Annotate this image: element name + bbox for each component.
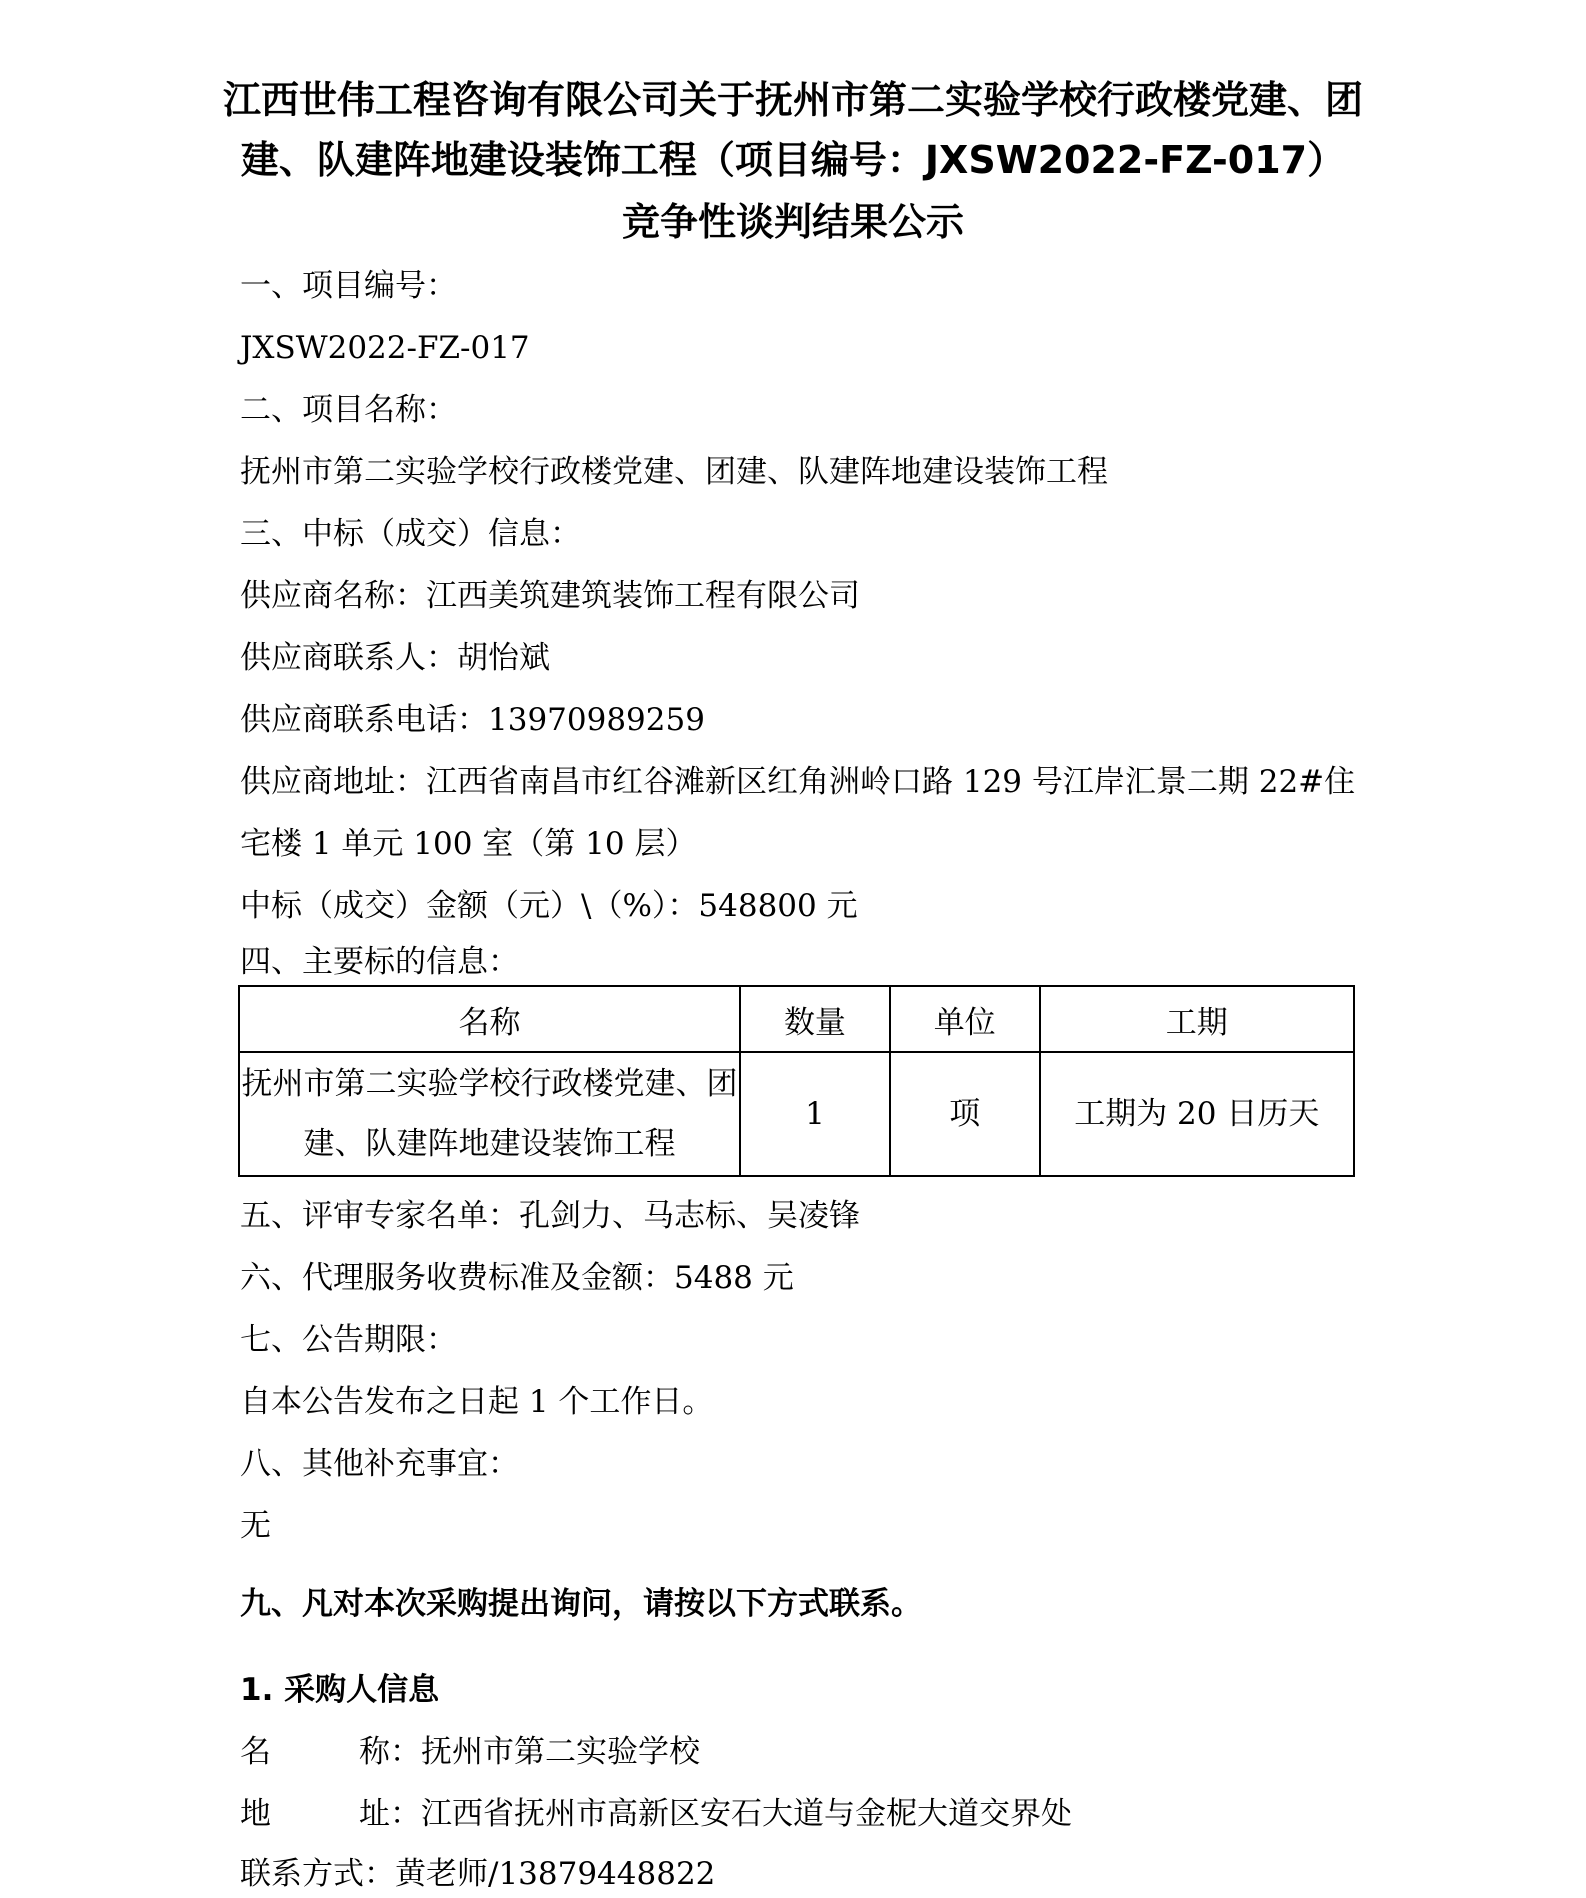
section-5-experts: 五、评审专家名单：孔剑力、马志标、吴凌锋: [240, 1198, 860, 1234]
section-3-heading: 三、中标（成交）信息：: [240, 516, 581, 552]
table-row: [239, 1052, 1354, 1176]
award-amount: 中标（成交）金额（元）\（%）：548800 元: [240, 888, 858, 924]
supplier-contact: 供应商联系人：胡怡斌: [240, 640, 550, 676]
section-1-heading: 一、项目编号：: [240, 268, 457, 304]
purchaser-contact: 联系方式：黄老师/13879448822: [240, 1856, 716, 1892]
purchaser-name-row: [240, 1732, 700, 1772]
section-8-heading: 八、其他补充事宜：: [240, 1446, 519, 1482]
section-7-heading: 七、公告期限：: [240, 1322, 457, 1358]
other-matters-value: 无: [240, 1508, 271, 1544]
table-header-quantity: 数量: [740, 986, 890, 1052]
title-line-1: 江西世伟工程咨询有限公司关于抚州市第二实验学校行政楼党建、团: [222, 78, 1363, 122]
section-2-heading: 二、项目名称：: [240, 392, 457, 428]
table-header-unit: 单位: [890, 986, 1040, 1052]
title-line-3: 竞争性谈判结果公示: [621, 200, 964, 244]
supplier-address-line-1: 供应商地址：江西省南昌市红谷滩新区红角洲岭口路 129 号江岸汇景二期 22#住: [240, 764, 1356, 800]
purchaser-address-value: ：江西省抚州市高新区安石大道与金柅大道交界处: [390, 1796, 1072, 1832]
section-4-heading: 四、主要标的信息：: [240, 944, 519, 980]
purchaser-address-label: 地 址: [240, 1796, 390, 1832]
announcement-period: 自本公告发布之日起 1 个工作日。: [240, 1384, 714, 1420]
supplier-phone: 供应商联系电话：13970989259: [240, 702, 705, 738]
table-cell-name: [239, 1052, 740, 1176]
table-cell-name-line-1: 抚州市第二实验学校行政楼党建、团: [241, 1066, 738, 1102]
table-cell-period: 工期为 20 日历天: [1040, 1052, 1354, 1176]
subject-info-table: [238, 985, 1355, 1177]
supplier-address-line-2: 宅楼 1 单元 100 室（第 10 层）: [240, 826, 697, 862]
table-cell-name-line-2: 建、队建阵地建设装饰工程: [303, 1126, 676, 1162]
table-header-name: 名称: [239, 986, 740, 1052]
table-cell-unit: 项: [890, 1052, 1040, 1176]
project-number: JXSW2022-FZ-017: [240, 330, 530, 366]
supplier-name: 供应商名称：江西美筑建筑装饰工程有限公司: [240, 578, 860, 614]
project-name: 抚州市第二实验学校行政楼党建、团建、队建阵地建设装饰工程: [240, 454, 1108, 490]
purchaser-name-value: ：抚州市第二实验学校: [390, 1734, 700, 1770]
purchaser-address-row: [240, 1794, 1072, 1834]
table-header-period: 工期: [1040, 986, 1354, 1052]
table-header-row: [239, 986, 1354, 1052]
section-9-heading: 九、凡对本次采购提出询问，请按以下方式联系。: [240, 1586, 922, 1622]
title-line-2: 建、队建阵地建设装饰工程（项目编号：JXSW2022-FZ-017）: [240, 138, 1346, 182]
purchaser-info-heading: 1. 采购人信息: [240, 1672, 440, 1708]
section-6-agency-fee: 六、代理服务收费标准及金额：5488 元: [240, 1260, 794, 1296]
purchaser-name-label: 名 称: [240, 1734, 390, 1770]
table-cell-quantity: 1: [740, 1052, 890, 1176]
